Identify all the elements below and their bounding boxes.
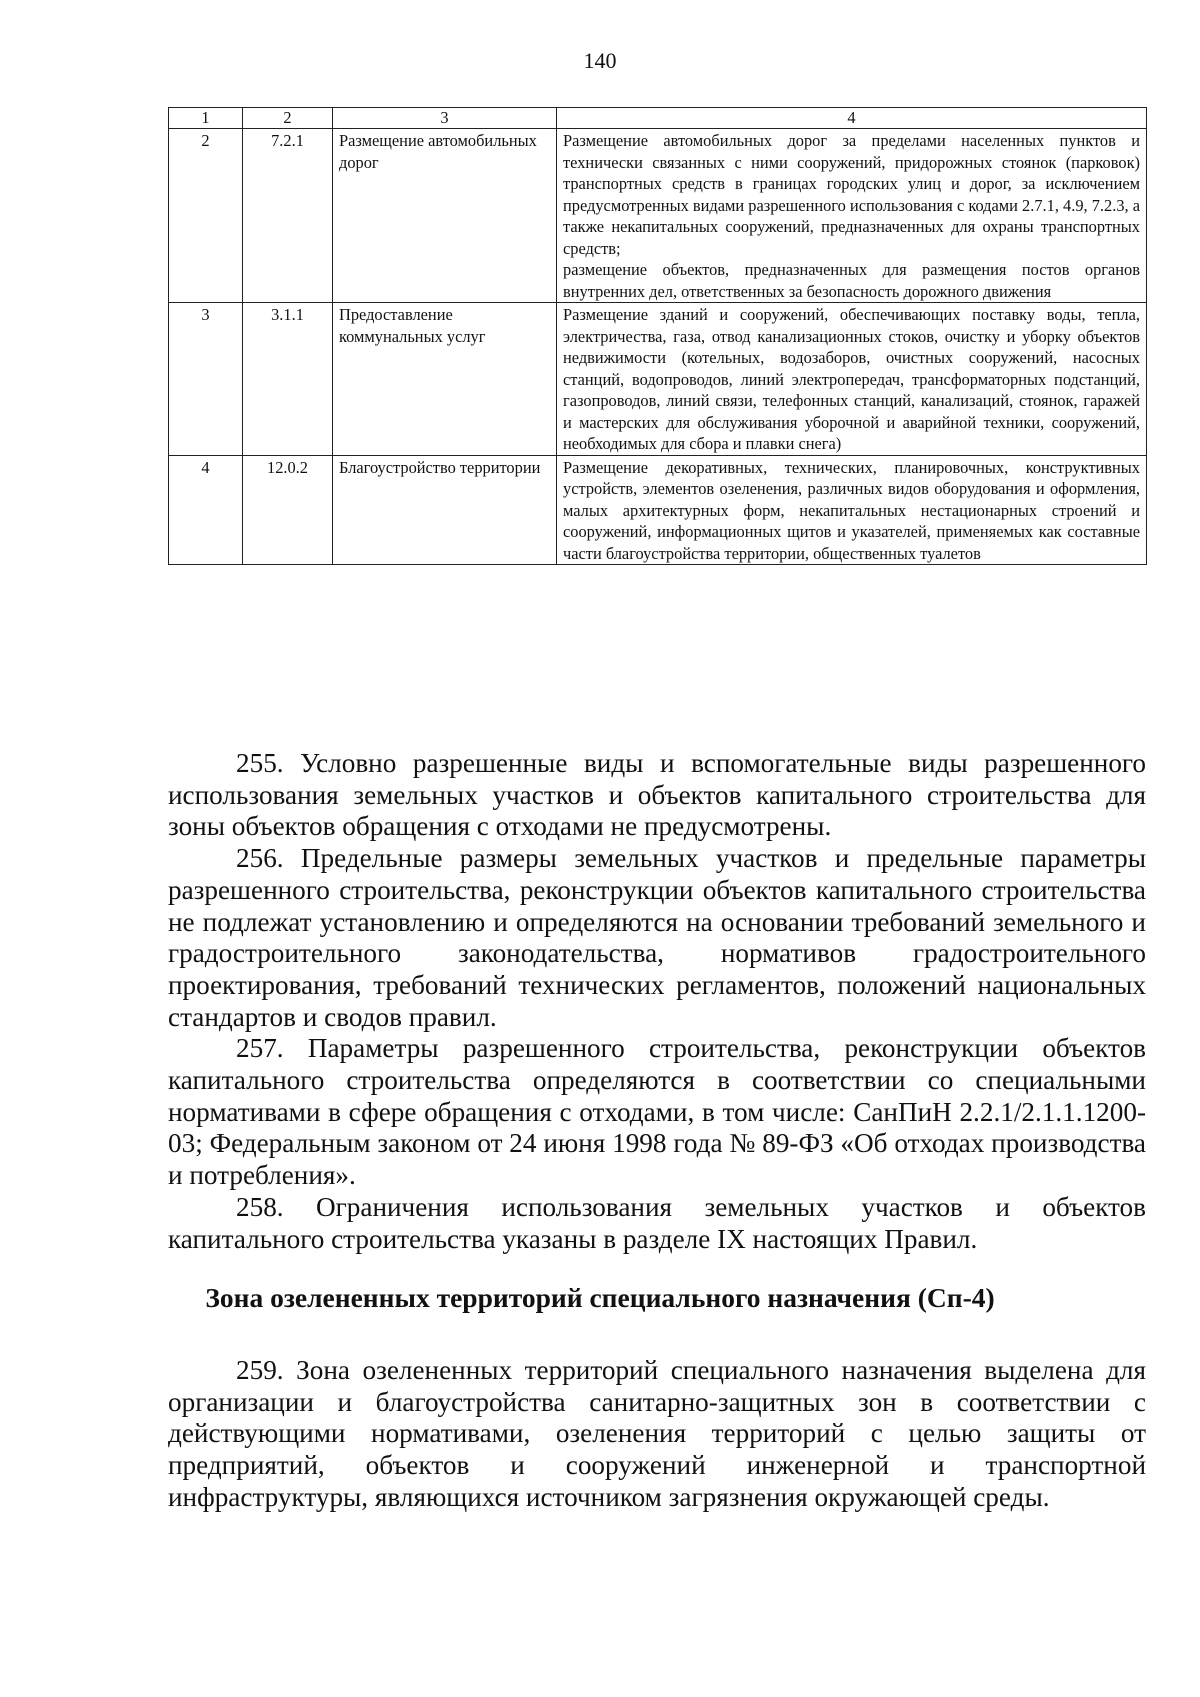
description-part: размещение объектов, предназначенных для размещения постов органов внутренних дел, ответственных за безопасность дорожного движения xyxy=(563,260,1140,301)
paragraph: 255. Условно разрешенные виды и вспомогательные виды разрешенного использования земельных участков и объектов капитального строительства для зоны объектов обращения с отходами не предусмотрены. xyxy=(168,748,1146,842)
description-part: Размещение автомобильных дорог за пределами населенных пунктов и технически связанных с ними сооружений, придорожных стоянок (парковок) транспортных средств в границах городских улиц и дорог, за исключением предусмотренных видами разрешенного использования с кодами 2.7.1, 4.9, 7.2.3, а также некапитальных сооружений, предназначенных для охраны транспортных средств; xyxy=(563,131,1140,258)
body-text-block xyxy=(168,1355,1146,1514)
use-name: Благоустройство территории xyxy=(333,455,557,565)
row-number: 4 xyxy=(169,455,243,565)
table-row xyxy=(169,303,1147,456)
column-header: 1 xyxy=(169,108,243,129)
use-name: Предоставление коммунальных услуг xyxy=(333,303,557,456)
use-description: Размещение зданий и сооружений, обеспечивающих поставку воды, тепла, электричества, газа, отвод канализационных стоков, очистку и уборку объектов недвижимости (котельных, водозаборов, очистных сооружений, насосных станций, водопроводов, линий электропередач, трансформаторных подстанций, газопроводов, линий связи, телефонных станций, канализаций, стоянок, гаражей и мастерских для обслуживания уборочной и аварийной техники, сооружений, необходимых для сбора и плавки снега) xyxy=(557,303,1147,456)
column-header: 4 xyxy=(557,108,1147,129)
land-use-table xyxy=(168,107,1147,565)
use-code: 3.1.1 xyxy=(243,303,333,456)
table-header-row xyxy=(169,108,1147,129)
use-name: Размещение автомобильных дорог xyxy=(333,129,557,303)
paragraph: 259. Зона озелененных территорий специального назначения выделена для организации и благоустройства санитарно-защитных зон в соответствии с действующими нормативами, озеленения территорий с целью защиты от предприятий, объектов и сооружений инженерной и транспортной инфраструктуры, являющихся источником загрязнения окружающей среды. xyxy=(168,1355,1146,1512)
table-row xyxy=(169,129,1147,303)
page-number: 140 xyxy=(583,48,617,73)
section-heading: Зона озелененных территорий специального назначения (Сп-4) xyxy=(205,1282,995,1313)
column-header: 3 xyxy=(333,108,557,129)
use-code: 12.0.2 xyxy=(243,455,333,565)
column-header: 2 xyxy=(243,108,333,129)
body-text-block xyxy=(168,748,1146,1255)
table-row xyxy=(169,455,1147,565)
row-number: 3 xyxy=(169,303,243,456)
paragraph: 258. Ограничения использования земельных участков и объектов капитального строительства указаны в разделе IX настоящих Правил. xyxy=(168,1191,1146,1254)
paragraph: 256. Предельные размеры земельных участков и предельные параметры разрешенного строительства, реконструкции объектов капитального строительства не подлежат установлению и определяются на основании требований земельного и градостроительного законодательства, нормативов градостроительного проектирования, требований технических регламентов, положений национальных стандартов и сводов правил. xyxy=(168,843,1146,1032)
paragraph: 257. Параметры разрешенного строительства, реконструкции объектов капитального строительства определяются в соответствии со специальными нормативами в сфере обращения с отходами, в том числе: СанПиН 2.2.1/2.1.1.1200-03; Федеральным законом от 24 июня 1998 года № 89-ФЗ «Об отходах производства и потребления». xyxy=(168,1033,1146,1191)
row-number: 2 xyxy=(169,129,243,303)
use-description xyxy=(557,129,1147,303)
use-code: 7.2.1 xyxy=(243,129,333,303)
use-description: Размещение декоративных, технических, планировочных, конструктивных устройств, элементов озеленения, различных видов оборудования и оформления, малых архитектурных форм, некапитальных нестационарных строений и сооружений, информационных щитов и указателей, применяемых как составные части благоустройства территории, общественных туалетов xyxy=(557,455,1147,565)
